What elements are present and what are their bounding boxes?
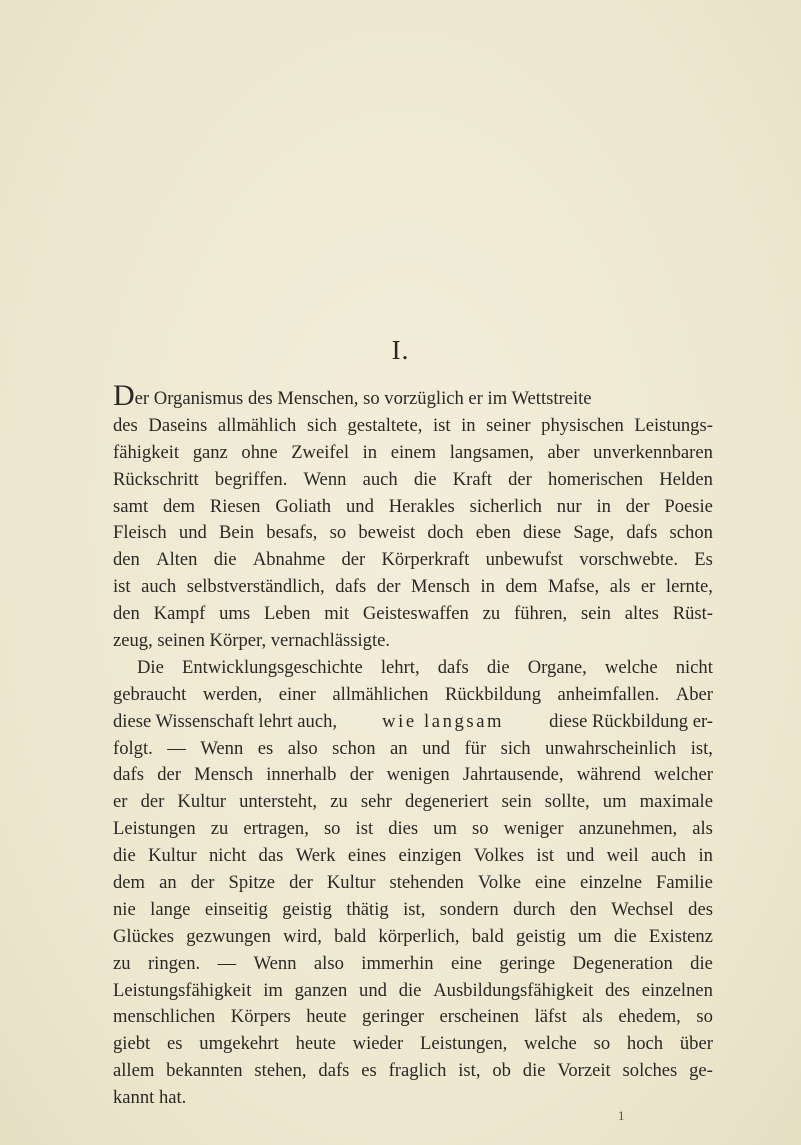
word: maximale	[639, 791, 713, 813]
word: aber	[547, 441, 580, 463]
line-text	[113, 467, 713, 494]
word: langsamen,	[449, 441, 534, 463]
word: dafs	[437, 656, 469, 678]
word: Geisteswaffen	[362, 603, 469, 625]
word: unwahrscheinlich	[545, 737, 677, 759]
word: einzelne	[580, 872, 642, 894]
word: und	[345, 495, 374, 517]
word: welche	[604, 656, 658, 678]
line-text: kannt hat.	[113, 1087, 187, 1109]
word: Helden	[659, 468, 713, 490]
word: Leistungs-	[634, 414, 713, 436]
word: Kultur	[326, 872, 376, 894]
word: Körperkraft	[381, 549, 470, 571]
word: werden,	[202, 683, 263, 705]
text-line	[113, 951, 713, 978]
word: über	[679, 1033, 713, 1055]
word: Jahrtausende,	[462, 764, 564, 786]
text-line	[113, 1031, 713, 1058]
word: Kraft	[452, 468, 492, 490]
word: es	[257, 737, 274, 759]
word: schon	[332, 737, 376, 759]
word: Volkes	[473, 845, 525, 867]
word: des	[605, 979, 630, 1001]
word: Leistungsfähigkeit	[113, 979, 252, 1001]
word: der	[376, 576, 401, 598]
word: sollte,	[544, 791, 590, 813]
word: ganz	[192, 441, 228, 463]
word: Goliath	[275, 495, 332, 517]
line-text	[113, 1004, 713, 1031]
word: dafs	[318, 1060, 350, 1082]
word: Rückbildung	[444, 683, 542, 705]
text-line	[113, 440, 713, 467]
word: des	[688, 898, 713, 920]
line-text	[137, 655, 713, 682]
word: immerhin	[361, 952, 434, 974]
word: Existenz	[648, 925, 713, 947]
word: einzelnen	[641, 979, 713, 1001]
word: es	[361, 1060, 377, 1082]
word: der	[508, 468, 532, 490]
word: auch	[141, 576, 177, 598]
line-text	[113, 978, 713, 1005]
line-text	[113, 789, 713, 816]
word: innerhalb	[266, 764, 337, 786]
word: sich	[306, 414, 337, 436]
word: Wenn	[303, 468, 347, 490]
word: als	[582, 1006, 603, 1028]
word: Ausbildungsfähigkeit	[433, 979, 594, 1001]
word: sehr	[360, 791, 392, 813]
word: Alten	[156, 549, 198, 571]
word: nicht	[208, 845, 247, 867]
word: Wechsel	[611, 898, 674, 920]
text-line	[113, 816, 713, 843]
line-text	[113, 951, 713, 978]
word: hoch	[626, 1033, 664, 1055]
word: Sage,	[573, 522, 615, 544]
line-text	[113, 574, 713, 601]
word: den	[113, 549, 140, 571]
word: geistig	[516, 925, 566, 947]
word: wird,	[283, 925, 322, 947]
word: es	[166, 1033, 183, 1055]
word: einzigen	[398, 845, 462, 867]
word: stehenden	[389, 872, 464, 894]
word: dafs	[626, 522, 658, 544]
word: diese	[522, 522, 562, 544]
word: der	[289, 872, 313, 894]
text-line	[113, 870, 713, 897]
word: dem	[162, 495, 195, 517]
chapter-number: I.	[391, 335, 410, 365]
word: Kampf	[153, 603, 206, 625]
text-line	[113, 682, 713, 709]
word: wenigen	[386, 764, 450, 786]
word: die	[522, 1060, 546, 1082]
word: die	[690, 952, 713, 974]
line-text: er Organismus des Menschen, so vorzüglich er im Wettstreite	[134, 388, 592, 409]
text-line	[113, 467, 713, 494]
word: Familie	[656, 872, 713, 894]
word: gebraucht	[113, 683, 187, 705]
word: Abnahme	[252, 549, 326, 571]
word: ist	[113, 576, 131, 598]
word: an	[390, 737, 408, 759]
word: läfst	[534, 1006, 567, 1028]
word: sicherlich	[469, 495, 542, 517]
word: Daseins	[148, 414, 208, 436]
word: Kultur	[148, 845, 197, 867]
word: welcher	[654, 764, 713, 786]
word: und	[359, 979, 387, 1001]
word: der	[140, 791, 165, 813]
word: heute	[295, 1033, 336, 1055]
word: dem	[505, 576, 538, 598]
word: allmählich	[217, 414, 297, 436]
word: also	[313, 952, 344, 974]
word: in	[698, 845, 713, 867]
text-line	[113, 1004, 713, 1031]
word: auch	[650, 845, 687, 867]
word: Herakles	[388, 495, 455, 517]
word: er	[640, 576, 656, 598]
word: selbstverständlich,	[186, 576, 325, 598]
text-line	[113, 789, 713, 816]
word: und	[178, 522, 207, 544]
line-text	[113, 440, 713, 467]
word: so	[472, 818, 489, 840]
text-line	[113, 628, 713, 655]
text-line	[113, 413, 713, 440]
line-text	[113, 843, 713, 870]
word: thätig	[346, 898, 389, 920]
word: ums	[219, 603, 251, 625]
word: während	[576, 764, 641, 786]
word: ringen.	[147, 952, 201, 974]
word: der	[341, 549, 366, 571]
word: führen,	[514, 603, 568, 625]
word: bald	[471, 925, 504, 947]
word: heute	[306, 1006, 347, 1028]
word: ist	[355, 818, 374, 840]
word: Glückes	[113, 925, 174, 947]
word: sein	[501, 791, 532, 813]
word: so	[329, 522, 347, 544]
word: wieder	[352, 1033, 404, 1055]
word: Leben	[263, 603, 311, 625]
word: sich	[500, 737, 531, 759]
word: Vorzeit	[557, 1060, 611, 1082]
word: Rüst-	[672, 603, 713, 625]
word: Mensch	[194, 764, 254, 786]
line-text	[113, 924, 713, 951]
word: ganzen	[294, 979, 348, 1001]
word: —	[167, 737, 186, 759]
text-line	[113, 709, 713, 736]
word: stehen,	[254, 1060, 307, 1082]
word: der	[625, 495, 650, 517]
word: Bein	[218, 522, 255, 544]
word: in	[596, 495, 611, 517]
word: dafs	[335, 576, 367, 598]
word: bekannten	[166, 1060, 243, 1082]
line-text: diese Wissenschaft lehrt auch,	[113, 710, 338, 732]
word: ist	[536, 845, 554, 867]
word: dafs	[113, 764, 144, 786]
drop-cap: D	[113, 379, 135, 412]
word: ehedem,	[618, 1006, 681, 1028]
word: für	[464, 737, 487, 759]
word: Körpers	[230, 1006, 291, 1028]
word: bald	[334, 925, 367, 947]
line-text	[113, 1031, 713, 1058]
signature-mark: 1	[618, 1108, 625, 1123]
word: Volke	[477, 872, 521, 894]
word: Leistungen,	[420, 1033, 508, 1055]
word: welche	[524, 1033, 577, 1055]
word: Werk	[295, 845, 336, 867]
word: in	[480, 576, 495, 598]
word: unverkennbaren	[593, 441, 713, 463]
word: Mensch	[411, 576, 470, 598]
line-text	[113, 520, 713, 547]
line-text	[113, 870, 713, 897]
word: so	[696, 1006, 713, 1028]
word: umgekehrt	[199, 1033, 279, 1055]
word: durch	[513, 898, 556, 920]
line-text	[113, 736, 713, 763]
word: also	[287, 737, 318, 759]
text-line	[113, 843, 713, 870]
word: eine	[535, 872, 566, 894]
word: Rückschritt	[113, 468, 199, 490]
word: fähigkeit	[113, 441, 180, 463]
word: lernte,	[665, 576, 713, 598]
word: um	[577, 925, 602, 947]
word: eine	[451, 952, 482, 974]
word: und	[566, 845, 595, 867]
word: den	[113, 603, 140, 625]
word: Poesie	[664, 495, 713, 517]
word: an	[159, 872, 177, 894]
word: allmählichen	[332, 683, 429, 705]
word: eben	[475, 522, 511, 544]
word: so	[593, 1033, 611, 1055]
word: als	[692, 818, 713, 840]
line-text	[113, 547, 713, 574]
word: die	[113, 845, 136, 867]
text-line	[113, 520, 713, 547]
word: unbewufst	[485, 549, 564, 571]
word: im	[263, 979, 283, 1001]
word: und	[422, 737, 450, 759]
word: homerischen	[548, 468, 644, 490]
word: samt	[113, 495, 149, 517]
text-line	[113, 574, 713, 601]
word: nur	[556, 495, 582, 517]
line-text	[113, 762, 713, 789]
word: physischen	[541, 414, 624, 436]
word: allem	[113, 1060, 155, 1082]
line-text	[113, 413, 713, 440]
word: gezwungen	[186, 925, 271, 947]
word: des	[113, 414, 138, 436]
word: die	[486, 656, 510, 678]
word: Fleisch	[113, 522, 167, 544]
text-line	[113, 736, 713, 763]
word: nicht	[675, 656, 713, 678]
word: untersteht,	[239, 791, 318, 813]
word: ist,	[690, 737, 713, 759]
word: menschlichen	[113, 1006, 216, 1028]
word: ob	[492, 1060, 511, 1082]
word: ist	[432, 414, 451, 436]
word: ist,	[403, 898, 426, 920]
word: so	[323, 818, 341, 840]
word: auch	[362, 468, 398, 490]
text-line	[113, 897, 713, 924]
word: weniger	[503, 818, 564, 840]
word: Degeneration	[572, 952, 673, 974]
word: besafs,	[266, 522, 318, 544]
word: seiner	[486, 414, 531, 436]
word: Organe,	[527, 656, 587, 678]
word: erscheinen	[439, 1006, 520, 1028]
word: die	[413, 468, 437, 490]
line-text	[113, 816, 713, 843]
text-line	[113, 379, 713, 413]
word: Spitze	[228, 872, 275, 894]
word: altes	[624, 603, 659, 625]
word: mit	[324, 603, 350, 625]
word: ist,	[458, 1060, 481, 1082]
word: einem	[390, 441, 437, 463]
word: dies	[388, 818, 419, 840]
word: gestaltete,	[347, 414, 423, 436]
word: die	[398, 979, 422, 1001]
word: in	[362, 441, 378, 463]
word: anheimfallen.	[557, 683, 660, 705]
line-text	[113, 494, 713, 521]
word: beweist	[358, 522, 416, 544]
word: den	[569, 898, 597, 920]
word: geistig	[282, 898, 332, 920]
word: sondern	[439, 898, 499, 920]
word: solches	[622, 1060, 678, 1082]
text-line	[113, 494, 713, 521]
word: die	[213, 549, 237, 571]
word: Aber	[675, 683, 713, 705]
word: der	[349, 764, 374, 786]
word: zu	[482, 603, 501, 625]
word: die	[613, 925, 637, 947]
word: zu	[210, 818, 229, 840]
word: lehrt,	[380, 656, 420, 678]
text-line	[113, 655, 713, 682]
word: Mafse,	[548, 576, 600, 598]
word: dem	[113, 872, 146, 894]
word: nie	[113, 898, 136, 920]
word: körperlich,	[378, 925, 460, 947]
word: einseitig	[204, 898, 268, 920]
word: giebt	[113, 1033, 151, 1055]
word: lange	[150, 898, 191, 920]
text-line	[113, 924, 713, 951]
text-line	[113, 547, 713, 574]
word: um	[602, 791, 627, 813]
word: Zweifel	[291, 441, 350, 463]
word: Leistungen	[113, 818, 196, 840]
word: in	[461, 414, 476, 436]
word: er	[113, 791, 128, 813]
word: —	[217, 952, 237, 974]
word: Wenn	[200, 737, 244, 759]
word: Die	[137, 656, 164, 678]
word: sein	[581, 603, 611, 625]
word: Entwicklungsgeschichte	[182, 656, 363, 678]
word: fraglich	[388, 1060, 447, 1082]
line-text	[113, 1058, 713, 1085]
word: folgt.	[113, 737, 153, 759]
line-text: zeug, seinen Körper, vernachlässigte.	[113, 630, 391, 652]
line-text: diese Rückbildung er-	[549, 710, 713, 732]
line-text	[113, 897, 713, 924]
word: Kultur	[177, 791, 226, 813]
word: ohne	[241, 441, 278, 463]
word: zu	[330, 791, 348, 813]
word: Wenn	[253, 952, 297, 974]
text-line	[113, 978, 713, 1005]
word: Riesen	[209, 495, 261, 517]
word: ge-	[689, 1060, 713, 1082]
word: schon	[669, 522, 713, 544]
line-text	[113, 601, 713, 628]
emphasized-text: wie langsam	[382, 710, 505, 732]
word: weil	[606, 845, 639, 867]
word: begriffen.	[214, 468, 288, 490]
word: eines	[347, 845, 387, 867]
word: zu	[113, 952, 131, 974]
text-line	[113, 1058, 713, 1085]
word: anzunehmen,	[578, 818, 678, 840]
text-line	[113, 762, 713, 789]
word: als	[609, 576, 631, 598]
word: geringe	[499, 952, 556, 974]
word: doch	[427, 522, 464, 544]
word: das	[258, 845, 284, 867]
word: einer	[278, 683, 316, 705]
line-text	[113, 682, 713, 709]
word: der	[157, 764, 181, 786]
word: vorschwebte.	[579, 549, 678, 571]
word: geringer	[362, 1006, 424, 1028]
word: ertragen,	[243, 818, 309, 840]
word: Es	[694, 549, 713, 571]
body-text	[113, 379, 713, 1112]
word: degeneriert	[404, 791, 489, 813]
word: der	[190, 872, 215, 894]
text-line	[113, 601, 713, 628]
word: um	[433, 818, 457, 840]
